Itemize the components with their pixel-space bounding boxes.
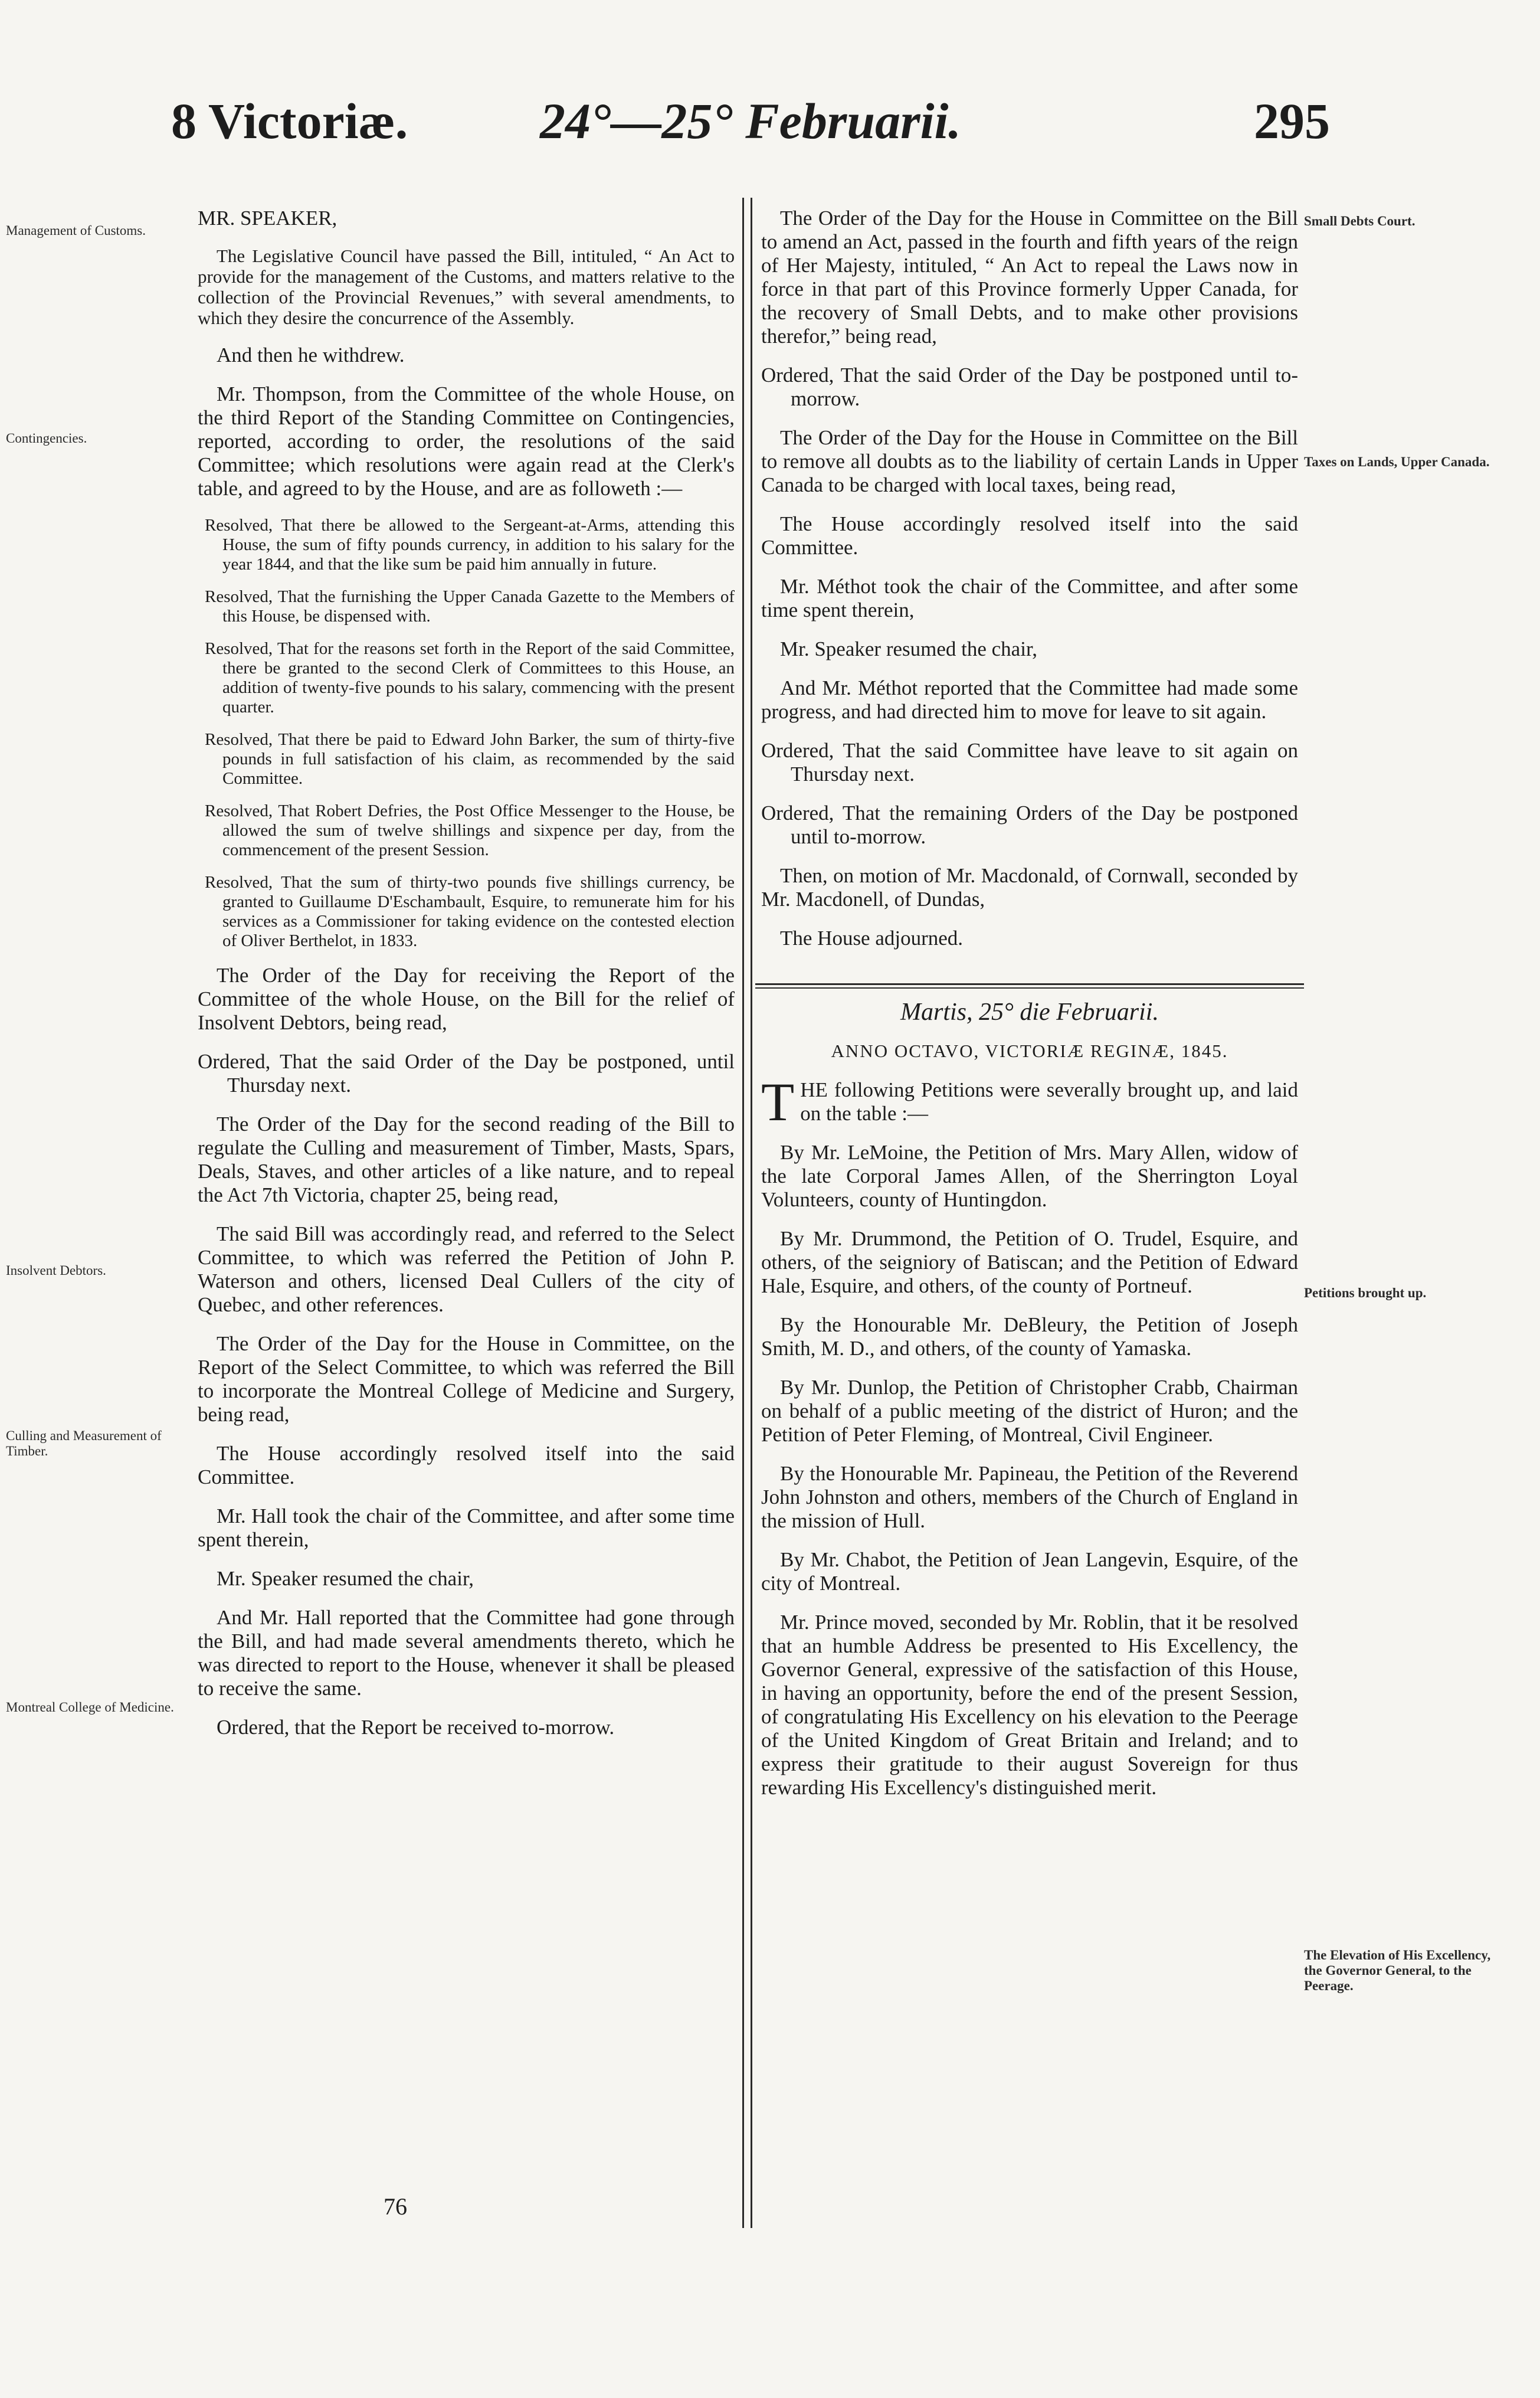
margin-note: Culling and Measurement of Timber. — [6, 1428, 162, 1458]
margin-note: Management of Customs. — [6, 223, 146, 238]
paragraph: The Order of the Day for the House in Committee on the Bill to remove all doubts as to the liability of certain Lands in Upper Canada to be charged with local taxes, being read, — [761, 426, 1298, 496]
margin-note: Taxes on Lands, Upper Canada. — [1304, 454, 1490, 469]
resolution: Resolved, That the sum of thirty-two pounds five shillings currency, be granted to Guillaume D'Eschambault, Esquire, to remunerate him for his services as a Commissioner for taking evidence on the contested election of Oliver Berthelot, in 1833. — [205, 873, 735, 950]
paragraph: MR. SPEAKER, — [198, 207, 338, 230]
paragraph: Mr. Méthot took the chair of the Committee, and after some time spent therein, — [761, 575, 1298, 621]
petition-paragraph: By the Honourable Mr. Papineau, the Petition of the Reverend John Johnston and others, members of the Church of England in the mission of Hull. — [761, 1462, 1298, 1532]
margin-note: Petitions brought up. — [1304, 1285, 1427, 1300]
paragraph: The Order of the Day for the second reading of the Bill to regulate the Culling and measurement of Timber, Masts, Spars, Deals, Staves, and other articles of a like nature, and to repeal the Act 7th Victoria, chapter 25, being read, — [198, 1113, 735, 1206]
header-regnal-year: 8 Victoriæ. — [171, 93, 408, 149]
drop-cap: T — [761, 1072, 795, 1132]
petition-paragraph: By the Honourable Mr. DeBleury, the Petition of Joseph Smith, M. D., and others, of the county of Yamaska. — [761, 1313, 1298, 1360]
paragraph: The House accordingly resolved itself into the said Committee. — [198, 1442, 735, 1488]
day-heading: Martis, 25° die Februarii. — [900, 999, 1159, 1026]
order-paragraph: Ordered, That the said Order of the Day be postponed until to-morrow. — [761, 364, 1298, 410]
paragraph: Mr. Speaker resumed the chair, — [217, 1567, 474, 1590]
section-rule — [755, 987, 1304, 989]
order-paragraph: Ordered, That the remaining Orders of the Day be postponed until to-morrow. — [761, 801, 1298, 848]
paragraph: The Legislative Council have passed the Bill, intituled, “ An Act to provide for the management of the Customs, and matters relative to the collection of the Provincial Revenues,” with several amendments, to which they desire the concurrence of the Assembly. — [198, 246, 735, 328]
margin-note: Insolvent Debtors. — [6, 1263, 106, 1278]
page-header — [0, 89, 1540, 153]
left-column — [198, 207, 735, 1755]
column-divider — [751, 198, 752, 2228]
paragraph: The Order of the Day for the House in Committee, on the Report of the Select Committee, to which was referred the Bill to incorporate the Montreal College of Medicine and Surgery, being read, — [198, 1332, 735, 1426]
paragraph: Ordered, that the Report be received to-morrow. — [217, 1716, 615, 1739]
margin-note: Montreal College of Medicine. — [6, 1700, 174, 1715]
paragraph: The said Bill was accordingly read, and referred to the Select Committee, to which was referred the Petition of John P. Waterson and others, licensed Deal Cullers of the city of Quebec, and other references. — [198, 1222, 735, 1316]
signature-mark: 76 — [384, 2193, 407, 2220]
paragraph: The House accordingly resolved itself into the said Committee. — [761, 512, 1298, 559]
paragraph: Then, on motion of Mr. Macdonald, of Cornwall, seconded by Mr. Macdonell, of Dundas, — [761, 864, 1298, 911]
column-divider — [742, 198, 744, 2228]
paragraph: Mr. Speaker resumed the chair, — [780, 637, 1037, 660]
paragraph: And then he withdrew. — [217, 343, 405, 367]
petition-paragraph: By Mr. Drummond, the Petition of O. Trudel, Esquire, and others, of the seigniory of Batiscan; and the Petition of Edward Hale, Esquire, and others, of the county of Portneuf. — [761, 1227, 1298, 1297]
paragraph: And Mr. Hall reported that the Committee had gone through the Bill, and had made several amendments thereto, which he was directed to report to the House, whenever it shall be pleased to receive the same. — [198, 1606, 735, 1700]
petition-paragraph: By Mr. LeMoine, the Petition of Mrs. Mary Allen, widow of the late Corporal James Allen, of the Sherrington Loyal Volunteers, county of Huntingdon. — [761, 1141, 1298, 1211]
paragraph: The House adjourned. — [780, 927, 964, 950]
petition-paragraph: By Mr. Chabot, the Petition of Jean Langevin, Esquire, of the city of Montreal. — [761, 1548, 1298, 1595]
paragraph: The Order of the Day for the House in Committee on the Bill to amend an Act, passed in the fourth and fifth years of the reign of Her Majesty, intituled, “ An Act to repeal the Laws now in force in that part of this Province formerly Upper Canada, for the recovery of Small Debts, and to make other provisions therefor,” being read, — [761, 207, 1298, 348]
petition-paragraph: By Mr. Dunlop, the Petition of Christopher Crabb, Chairman on behalf of a public meeting of the district of Huron; and the Petition of Peter Fleming, of Montreal, Civil Engineer. — [761, 1376, 1298, 1446]
margin-note: Contingencies. — [6, 431, 87, 446]
resolution: Resolved, That the furnishing the Upper Canada Gazette to the Members of this House, be dispensed with. — [205, 587, 735, 626]
order-paragraph: Ordered, That the said Committee have leave to sit again on Thursday next. — [761, 739, 1298, 786]
page-number: 295 — [1254, 93, 1330, 149]
resolution: Resolved, That for the reasons set forth in the Report of the said Committee, there be granted to the second Clerk of Committees to this House, an addition of twenty-five pounds to his salary, commencing with the present quarter. — [205, 639, 735, 717]
resolution: Resolved, That Robert Defries, the Post Office Messenger to the House, be allowed the sum of twelve shillings and sixpence per day, from the commencement of the present Session. — [205, 801, 735, 859]
paragraph: Mr. Hall took the chair of the Committee, and after some time spent therein, — [198, 1504, 735, 1551]
order-paragraph: Ordered, That the said Order of the Day be postponed, until Thursday next. — [198, 1050, 735, 1097]
margin-note: The Elevation of His Excellency, the Governor General, to the Peerage. — [1304, 1948, 1491, 1993]
paragraph: Mr. Thompson, from the Committee of the whole House, on the third Report of the Standing Committee on Contingencies, reported, according to order, the resolutions of the said Committee; which resolutions were again read at the Clerk's table, and agreed to by the House, and are as followeth :— — [198, 382, 735, 500]
paragraph: And Mr. Méthot reported that the Committee had made some progress, and had directed him to move for leave to sit again. — [761, 676, 1298, 723]
margin-note: Small Debts Court. — [1304, 214, 1416, 228]
paragraph-text: HE following Petitions were severally brought up, and laid on the table :— — [800, 1078, 1298, 1125]
header-date: 24°—25° Februarii. — [540, 93, 961, 149]
paragraph: Mr. Prince moved, seconded by Mr. Roblin, that it be resolved that an humble Address be presented to His Excellency, the Governor General, expressive of the satisfaction of this House, in having an opportunity, before the end of the present Session, of congratulating His Excellency on his elevation to the Peerage of the United Kingdom of Great Britain and Ireland; and to express their gratitude to their august Sovereign for thus rewarding His Excellency's distinguished merit. — [761, 1611, 1298, 1799]
right-column — [761, 207, 1298, 1815]
paragraph: The Order of the Day for receiving the Report of the Committee of the whole House, on the Bill for the relief of Insolvent Debtors, being read, — [198, 964, 735, 1034]
resolution: Resolved, That there be allowed to the Sergeant-at-Arms, attending this House, the sum of fifty pounds currency, in addition to his salary for the year 1844, and that the like sum be paid him annually in future. — [205, 516, 735, 574]
resolution: Resolved, That there be paid to Edward John Barker, the sum of thirty-five pounds in full satisfaction of his claim, as recommended by the said Committee. — [205, 730, 735, 788]
paragraph — [761, 1072, 1298, 1132]
year-heading: ANNO OCTAVO, VICTORIÆ REGINÆ, 1845. — [831, 1041, 1228, 1061]
